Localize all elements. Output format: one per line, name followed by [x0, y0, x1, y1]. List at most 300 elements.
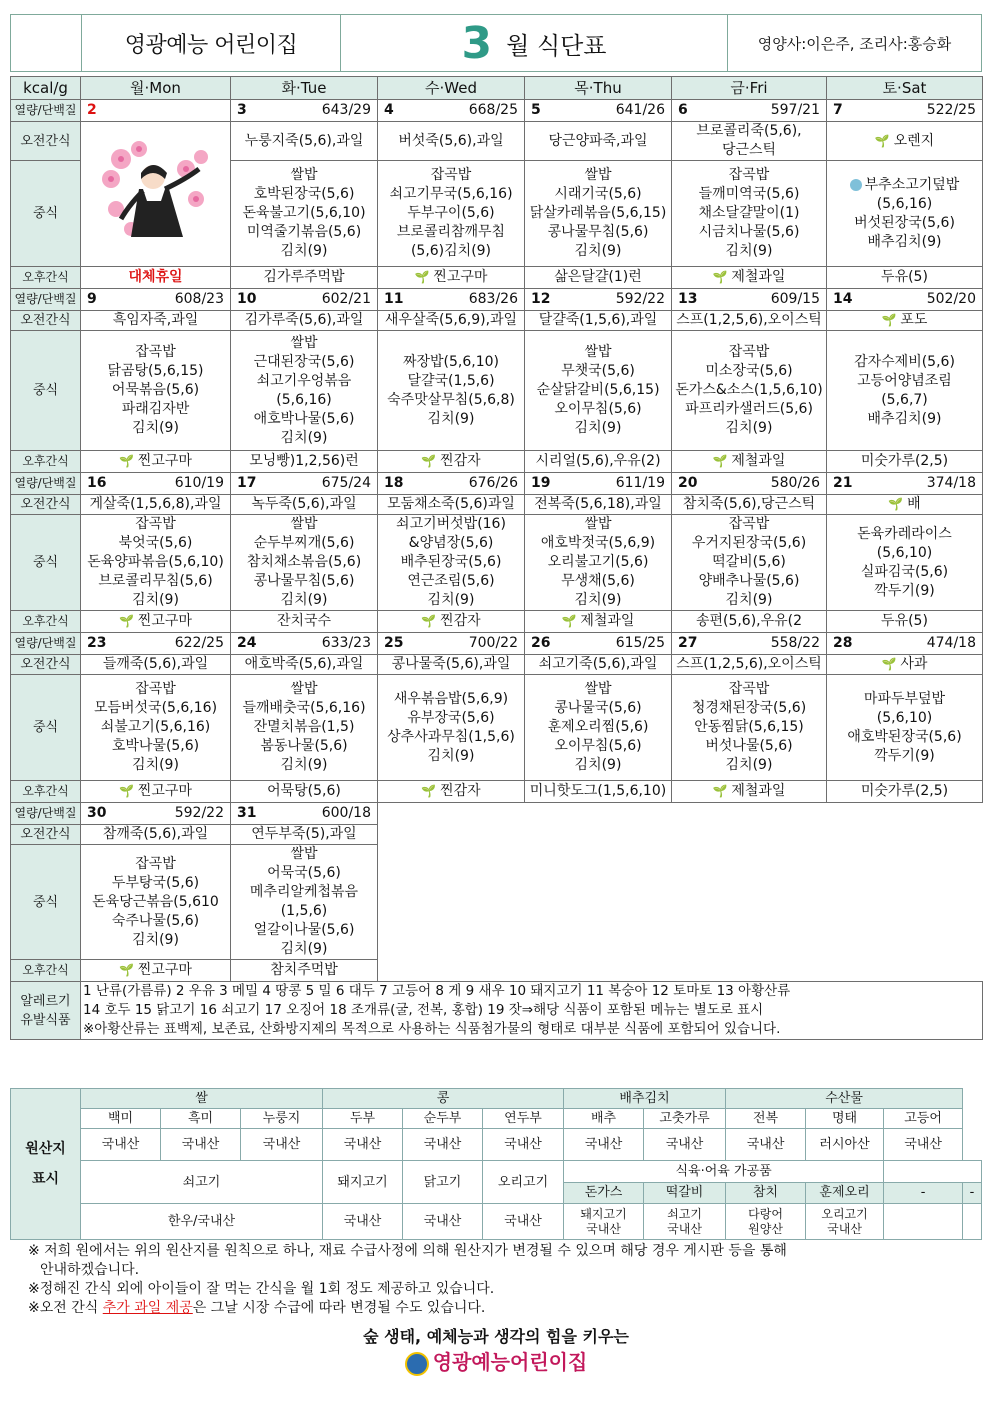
empty-cell [525, 803, 672, 825]
kcal-value: 611/19 [615, 475, 665, 491]
kcal-value: 592/22 [615, 291, 665, 307]
menu-line: 고등어양념조림 [857, 372, 952, 389]
pm-snack-text: 시리얼(5,6),우유(2) [535, 453, 661, 469]
menu-line: (5,6,16) [876, 195, 933, 212]
kcal-value: 641/26 [615, 102, 665, 118]
lunch-cell [672, 675, 827, 781]
processed-item: 떡갈비 [644, 1182, 726, 1204]
menu-line: 전복죽(5,6,18),과일 [534, 496, 662, 512]
allergy-line: 1 난류(가름류) 2 우유 3 메밀 4 땅콩 5 밀 6 대두 7 고등어 8 게 9 새우 10 돼지고기 11 복숭아 12 토마토 13 아황산류 [83, 983, 791, 999]
menu-line: 김치(9) [725, 592, 773, 608]
energy-row [11, 289, 983, 311]
energy-label: 열량/단백질 [11, 803, 81, 825]
am-snack-cell [378, 655, 525, 675]
kcal-value: 580/26 [770, 475, 820, 491]
origin-label-2: 표시 [31, 1170, 60, 1187]
day-number: 21 [833, 475, 853, 491]
sprout-icon: 🌱 [421, 454, 441, 468]
pm-snack-label: 오후간식 [11, 267, 81, 289]
sprout-icon: 🌱 [712, 784, 732, 798]
menu-line: 잡곡밥 [135, 516, 176, 532]
pm-snack-text: 찐고구마 [433, 269, 488, 285]
menu-line: 마파두부덮밥 [863, 690, 946, 707]
empty-cell [378, 825, 525, 845]
header-blank [11, 15, 82, 71]
pm-snack-text: 김가루주먹밥 [263, 269, 345, 285]
day-cell [672, 633, 827, 655]
kcal-value: 676/26 [468, 475, 518, 491]
pm-snack-row [11, 781, 983, 803]
origin-group: 수산물 [726, 1089, 963, 1109]
origin-meat-value: 국내산 [483, 1204, 564, 1240]
pm-snack-cell [81, 451, 231, 473]
menu-line: 애호박된장국(5,6) [847, 728, 962, 745]
day-number: 27 [678, 635, 698, 651]
menu-line: 돈육당근볶음(5,610 [92, 893, 219, 910]
menu-line: 쇠고기우엉볶음 [256, 372, 352, 389]
day-header-row [11, 77, 983, 100]
day-number: 19 [531, 475, 551, 491]
lunch-cell [231, 675, 378, 781]
menu-line: 쇠고기무국(5,6,16) [389, 186, 513, 202]
origin-item: 명태 [806, 1109, 884, 1129]
energy-row [11, 803, 983, 825]
allergy-label [11, 982, 81, 1040]
day-number: 9 [87, 291, 97, 307]
menu-line: 미소장국(5,6) [705, 363, 793, 379]
lunch-cell [231, 161, 378, 267]
origin-item: 누룽지 [241, 1109, 323, 1129]
day-cell [378, 633, 525, 655]
menu-line: 콩나물무침(5,6) [253, 573, 355, 589]
lunch-cell [378, 675, 525, 781]
empty-cell [827, 960, 983, 982]
origin-value: 국내산 [564, 1129, 644, 1161]
lunch-label: 중식 [11, 515, 81, 611]
pm-snack-cell [378, 267, 525, 289]
day-cell [827, 473, 983, 495]
day-number: 6 [678, 102, 688, 118]
day-cell [672, 473, 827, 495]
menu-line: 숙주나물(5,6) [111, 912, 200, 929]
day-cell [378, 100, 525, 122]
empty-cell [378, 803, 525, 825]
empty-cell [525, 960, 672, 982]
menu-line: &양념장(5,6) [408, 535, 494, 551]
pm-snack-cell [672, 451, 827, 473]
note-3a: ※오전 간식 [28, 1300, 103, 1316]
pm-snack-cell [672, 267, 827, 289]
menu-line: 애호박나물(5,6) [253, 410, 355, 427]
energy-label: 열량/단백질 [11, 289, 81, 311]
lunch-cell [231, 331, 378, 451]
lunch-label: 중식 [11, 845, 81, 960]
origin-value: 국내산 [241, 1129, 323, 1161]
menu-line: 실파김국(5,6) [860, 563, 949, 580]
processed-value-line: 국내산 [827, 1221, 862, 1236]
col-fri: 금·Fri [672, 77, 827, 100]
menu-line: 양배추나물(5,6) [698, 573, 800, 589]
col-wed: 수·Wed [378, 77, 525, 100]
processed-item: 돈가스 [564, 1182, 644, 1204]
am-snack-cell [672, 655, 827, 675]
menu-line: 포도 [900, 312, 928, 328]
day-number: 14 [833, 291, 853, 307]
menu-line: (5,6,16) [276, 391, 332, 408]
origin-item: 전복 [726, 1109, 806, 1129]
menu-line: (1,5,6) [280, 903, 328, 919]
month-number: 3 [461, 17, 493, 69]
pm-snack-text: 제철과일 [731, 783, 786, 799]
empty-cell [525, 845, 672, 960]
processed-value-line: 원양산 [748, 1221, 783, 1236]
origin-meat-value: 국내산 [323, 1204, 403, 1240]
origin-meat-item: 오리고기 [483, 1161, 564, 1204]
pm-snack-text: 어묵탕(5,6) [267, 783, 341, 799]
am-snack-label: 오전간식 [11, 825, 81, 845]
pm-snack-cell [525, 451, 672, 473]
menu-line: 오리불고기(5,6) [547, 554, 649, 570]
menu-line: 숙주맛살무침(5,6,8) [387, 391, 515, 408]
sprout-icon: 🌱 [712, 454, 732, 468]
menu-line: 김치(9) [132, 592, 179, 608]
menu-line: 순살닭갈비(5,6,15) [536, 382, 660, 398]
footer-slogan: 숲 생태, 예체능과 생각의 힘을 키우는 [363, 1327, 629, 1346]
rice-bowl-icon [850, 179, 862, 191]
pm-snack-text: 찐감자 [440, 613, 481, 629]
origin-value: 국내산 [161, 1129, 241, 1161]
lunch-cell [672, 161, 827, 267]
menu-line: 잡곡밥 [135, 855, 176, 872]
lunch-cell [525, 161, 672, 267]
pm-snack-text: 찐고구마 [137, 962, 192, 978]
processed-item: 훈제오리 [806, 1182, 884, 1204]
kcal-value: 700/22 [468, 635, 518, 651]
menu-line: 오이무침(5,6) [554, 738, 642, 754]
menu-line: 쌀밥 [584, 344, 612, 360]
pm-snack-label: 오후간식 [11, 960, 81, 982]
day-number: 5 [531, 102, 541, 118]
menu-line: 김치(9) [132, 420, 179, 436]
day-cell [378, 473, 525, 495]
processed-value [806, 1204, 884, 1240]
menu-line: (5,6)김치(9) [410, 243, 492, 259]
energy-label: 열량/단백질 [11, 633, 81, 655]
origin-meat-value: 한우/국내산 [81, 1204, 323, 1240]
note-1: ※ 저희 원에서는 위의 원산지를 원칙으로 하나, 재료 수급사정에 의해 원산지가 변경될 수 있으며 해당 경우 게시판 등을 통해 [28, 1243, 787, 1259]
menu-line: 들깨죽(5,6),과일 [102, 656, 209, 672]
am-snack-cell [827, 655, 983, 675]
menu-line: 깍두기(9) [874, 747, 935, 764]
origin-item: 고등어 [884, 1109, 963, 1129]
note-2: ※정해진 간식 외에 아이들이 잘 먹는 간식을 월 1회 정도 제공하고 있습니다. [28, 1281, 495, 1297]
day-number: 3 [237, 102, 247, 118]
menu-line: 김치(9) [280, 757, 328, 773]
pm-snack-cell [672, 611, 827, 633]
empty-cell [827, 825, 983, 845]
menu-line: 미역줄기볶음(5,6) [246, 224, 362, 240]
menu-line: 잡곡밥 [728, 167, 770, 183]
am-snack-label: 오전간식 [11, 655, 81, 675]
menu-line: 배추된장국(5,6) [400, 554, 502, 570]
lunch-cell [231, 515, 378, 611]
menu-line: 쇠고기죽(5,6),과일 [538, 656, 658, 672]
menu-line: 콩나물죽(5,6),과일 [391, 656, 511, 672]
menu-line: 깍두기(9) [874, 582, 935, 599]
sprout-icon: 🌱 [874, 133, 894, 148]
day-cell [231, 473, 378, 495]
menu-line: 모둠채소죽(5,6)과일 [387, 496, 515, 512]
menu-header [10, 14, 982, 72]
pm-snack-text: 제철과일 [580, 613, 635, 629]
day-cell [231, 803, 378, 825]
am-snack-cell [827, 495, 983, 515]
pm-snack-label: 오후간식 [11, 611, 81, 633]
day-number: 20 [678, 475, 698, 491]
kcal-value: 608/23 [174, 291, 224, 307]
processed-value-line: 오리고기 [821, 1206, 868, 1221]
menu-line: 파래김자반 [121, 401, 190, 417]
pm-snack-cell [81, 960, 231, 982]
menu-line: 쌀밥 [290, 846, 318, 862]
am-snack-cell [827, 311, 983, 331]
menu-line: 참치죽(5,6),당근스틱 [682, 496, 816, 512]
menu-line: 애호박젓국(5,6,9) [540, 535, 656, 551]
menu-line: 김치(9) [132, 931, 179, 948]
staff-info: 영양사:이은주, 조리사:홍승화 [757, 34, 952, 53]
pm-snack-text: 잔치국수 [276, 613, 332, 629]
menu-line: 버섯나물(5,6) [705, 738, 793, 754]
energy-row [11, 100, 983, 122]
menu-line: 얼갈이나물(5,6) [253, 922, 355, 938]
lunch-cell [525, 675, 672, 781]
pm-snack-cell [231, 451, 378, 473]
day-cell [525, 473, 672, 495]
day-number: 16 [87, 475, 107, 491]
day-number: 7 [833, 102, 843, 118]
origin-value: 국내산 [323, 1129, 403, 1161]
menu-line: 부추소고기덮밥 [864, 176, 960, 193]
processed-item: 참치 [726, 1182, 806, 1204]
pm-snack-text: 두유(5) [881, 613, 928, 629]
logo-icon [405, 1352, 429, 1376]
origin-item: 두부 [323, 1109, 403, 1129]
day-number: 18 [384, 475, 404, 491]
menu-line: 상추사과무침(1,5,6) [387, 728, 515, 745]
day-cell [378, 289, 525, 311]
am-snack-cell [81, 495, 231, 515]
lunch-row [11, 675, 983, 781]
empty-cell [827, 845, 983, 960]
origin-item: 백미 [81, 1109, 161, 1129]
am-snack-cell [525, 655, 672, 675]
day-cell [81, 803, 231, 825]
origin-value: 국내산 [403, 1129, 483, 1161]
menu-line: 김치(9) [574, 420, 622, 436]
menu-line: 연두부죽(5),과일 [251, 826, 357, 842]
allergy-line: ※아황산류는 표백제, 보존료, 산화방지제의 목적으로 사용하는 식품첨가물의 형태로 대부분 식품에 포함되어 있습니다. [83, 1021, 781, 1037]
lunch-cell [525, 331, 672, 451]
menu-line: 당근양파죽,과일 [548, 132, 648, 149]
am-snack-cell [525, 495, 672, 515]
pm-snack-text: 찐감자 [440, 453, 481, 469]
menu-line: 잔멸치볶음(1,5) [253, 719, 355, 735]
col-sat: 토·Sat [827, 77, 983, 100]
sprout-icon: 🌱 [881, 657, 901, 671]
lunch-cell [81, 675, 231, 781]
am-snack-cell [81, 655, 231, 675]
am-snack-cell [525, 311, 672, 331]
origin-item: 순두부 [403, 1109, 483, 1129]
menu-line: 김치(9) [427, 747, 475, 764]
lunch-cell [827, 515, 983, 611]
menu-line: 떡갈비(5,6) [712, 554, 786, 570]
am-snack-row [11, 495, 983, 515]
pm-snack-cell [231, 960, 378, 982]
allergy-info [81, 982, 983, 1040]
menu-line: 김치(9) [574, 757, 622, 773]
origin-group: 배추김치 [564, 1089, 726, 1109]
am-snack-cell [231, 311, 378, 331]
menu-line: 콩나물무침(5,6) [547, 224, 649, 240]
menu-line: 당근스틱 [721, 142, 777, 158]
am-snack-cell [827, 122, 983, 161]
col-thu: 목·Thu [525, 77, 672, 100]
pm-snack-cell [81, 267, 231, 289]
pm-snack-text: 미니핫도그(1,5,6,10) [529, 783, 667, 799]
menu-line: 브로콜리죽(5,6), [696, 123, 802, 139]
processed-value [884, 1204, 963, 1240]
pm-snack-text: 삶은달걀(1)런 [554, 269, 642, 285]
kcal-value: 522/25 [926, 102, 976, 118]
empty-cell [378, 845, 525, 960]
empty-cell [672, 825, 827, 845]
menu-line: 잡곡밥 [728, 516, 770, 532]
origin-group: 쌀 [81, 1089, 323, 1109]
processed-value-line: 다랑어 [748, 1206, 783, 1221]
kcal-value: 610/19 [174, 475, 224, 491]
kcal-value: 675/24 [321, 475, 371, 491]
lunch-cell [81, 845, 231, 960]
menu-line: 들깨미역국(5,6) [698, 186, 800, 202]
menu-line: 오이무침(5,6) [554, 401, 642, 417]
menu-line: 김치(9) [280, 243, 328, 259]
origin-item: 연두부 [483, 1109, 564, 1129]
processed-group: 식육·어육 가공품 [564, 1161, 884, 1183]
processed-value-line: 쇠고기 [667, 1206, 702, 1221]
pm-snack-text: 송편(5,6),우유(2 [695, 613, 803, 629]
kcal-value: 592/22 [174, 805, 224, 821]
pm-snack-text: 찐고구마 [137, 613, 192, 629]
menu-line: (5,6,10) [876, 544, 933, 561]
pm-snack-cell [827, 781, 983, 803]
day-cell [81, 100, 231, 122]
page-title [341, 15, 728, 71]
menu-line: 순두부찌개(5,6) [253, 535, 355, 551]
note-1b: 안내하겠습니다. [40, 1262, 140, 1278]
menu-line: (5,6,10) [876, 709, 933, 726]
origin-item: 고춧가루 [644, 1109, 726, 1129]
menu-line: 두부탕국(5,6) [111, 874, 200, 891]
origin-item: 흑미 [161, 1109, 241, 1129]
day-cell [81, 633, 231, 655]
allergy-label-2: 유발식품 [20, 1012, 71, 1028]
pm-snack-cell [231, 611, 378, 633]
day-number: 17 [237, 475, 257, 491]
day-number: 23 [87, 635, 107, 651]
am-snack-label: 오전간식 [11, 122, 81, 161]
origin-item: 배추 [564, 1109, 644, 1129]
pm-snack-cell [827, 451, 983, 473]
day-cell [231, 289, 378, 311]
note-3b: 은 그날 시장 수급에 따라 변경될 수도 있습니다. [192, 1300, 486, 1316]
sprout-icon: 🌱 [119, 963, 138, 977]
menu-line: 버섯죽(5,6),과일 [398, 132, 504, 149]
am-snack-cell [672, 495, 827, 515]
menu-line: 김치(9) [725, 243, 773, 259]
menu-line: 잡곡밥 [430, 167, 472, 183]
menu-line: 김치(9) [725, 420, 773, 436]
pm-snack-text: 제철과일 [731, 453, 786, 469]
am-snack-cell [378, 122, 525, 161]
kcal-value: 609/15 [770, 291, 820, 307]
processed-value-line: 국내산 [586, 1221, 621, 1236]
pm-snack-cell [827, 611, 983, 633]
origin-meat-item: 닭고기 [403, 1161, 483, 1204]
day-cell [827, 289, 983, 311]
am-snack-cell [672, 122, 827, 161]
menu-line: 김치(9) [574, 243, 622, 259]
menu-line: 모듬버섯국(5,6,16) [93, 700, 218, 716]
daycare-name: 영광예능 어린이집 [82, 15, 341, 71]
pm-snack-cell [378, 781, 525, 803]
pm-snack-cell [525, 781, 672, 803]
day-cell [525, 100, 672, 122]
day-cell [81, 289, 231, 311]
kcal-value: 502/20 [926, 291, 976, 307]
menu-line: 돈육불고기(5,6,10) [242, 205, 366, 221]
menu-line: 돈육카레라이스 [857, 525, 952, 542]
lunch-label: 중식 [11, 675, 81, 781]
pm-snack-cell [81, 781, 231, 803]
menu-line: 사과 [900, 656, 928, 672]
processed-value [564, 1204, 644, 1240]
day-cell [525, 633, 672, 655]
pm-snack-label: 오후간식 [11, 451, 81, 473]
empty-cell [827, 803, 983, 825]
am-snack-cell [81, 825, 231, 845]
pm-snack-text: 미숫가루(2,5) [860, 783, 949, 799]
menu-line: 들깨배춧국(5,6,16) [242, 700, 366, 716]
processed-item: - [963, 1182, 982, 1204]
day-number: 13 [678, 291, 698, 307]
day-number: 11 [384, 291, 404, 307]
kcal-value: 615/25 [615, 635, 665, 651]
menu-line: 잡곡밥 [135, 344, 176, 360]
menu-line: 훈제오리찜(5,6) [547, 719, 649, 735]
pm-snack-text: 대체휴일 [128, 269, 183, 285]
lunch-row [11, 515, 983, 611]
menu-line: 김가루죽(5,6),과일 [244, 312, 364, 328]
menu-line: 김치(9) [280, 592, 328, 608]
day-number: 30 [87, 805, 107, 821]
processed-item: - [884, 1182, 963, 1204]
unit-label: kcal/g [11, 77, 81, 100]
am-snack-cell [231, 825, 378, 845]
day-number: 26 [531, 635, 551, 651]
menu-line: 흑임자죽,과일 [112, 312, 199, 328]
pm-snack-cell [231, 267, 378, 289]
